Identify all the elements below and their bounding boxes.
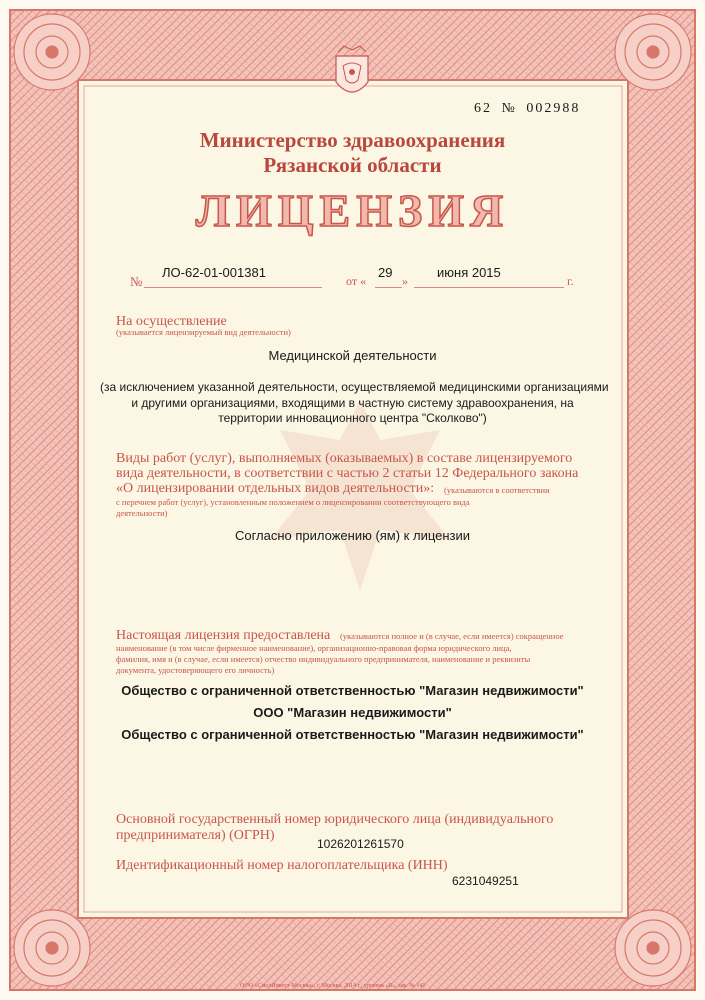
printer-imprint: ООО «СмолИнвест-Москва», г. Москва, 2014 г., уровень «Б», зак. № 141: [240, 983, 426, 989]
activity-hint: (указывается лицензируемый вид деятельности): [116, 327, 291, 337]
licensee-full-name: Общество с ограниченной ответственностью "Магазин недвижимости": [121, 683, 584, 698]
licensee-hint1: (указываются полное и (в случае, если имеется) сокращенное: [340, 631, 564, 641]
serial-number: [474, 101, 580, 117]
works-line1: Виды работ (услуг), выполняемых (оказываемых) в составе лицензируемого: [116, 451, 573, 466]
activity-note-line: (за исключением указанной деятельности, осуществляемой медицинскими организациями: [100, 380, 609, 394]
issuer-line1: Министерство здравоохранения: [199, 128, 506, 152]
works-value: Согласно приложению (ям) к лицензии: [234, 528, 471, 543]
activity-label: На осуществление: [116, 314, 227, 329]
license-month-year: июня 2015: [437, 265, 501, 280]
serial-no-sign: №: [501, 101, 517, 116]
license-day: 29: [378, 265, 393, 280]
licensee-hint3: фамилия, имя и (в случае, если имеется) отчество индивидуального предпринимателя, наименование и реквизиты: [116, 654, 531, 664]
ogrn-label-line2: предпринимателя) (ОГРН): [116, 828, 275, 843]
document-title: ЛИЦЕНЗИЯ: [195, 185, 510, 236]
works-line2: вида деятельности, в соответствии с частью 2 статьи 12 Федерального закона: [116, 466, 579, 481]
ogrn-label-line1: Основной государственный номер юридического лица (индивидуального: [116, 812, 554, 827]
licensee-label: Настоящая лицензия предоставлена: [116, 628, 331, 643]
inn-value: 6231049251: [452, 874, 519, 888]
licensee-short-name: ООО "Магазин недвижимости": [253, 705, 452, 720]
works-hint2: с перечнем работ (услуг), установленным положением о лицензировании соответствующего вида: [116, 497, 470, 507]
license-year-suffix: г.: [567, 274, 574, 288]
licensee-hint4: документа, удостоверяющего его личность): [116, 665, 275, 675]
works-hint3: деятельности): [116, 508, 168, 518]
licensee-brand-name: Общество с ограниченной ответственностью "Магазин недвижимости": [121, 727, 584, 742]
inn-label: Идентификационный номер налогоплательщика (ИНН): [116, 858, 448, 873]
license-no-label: №: [130, 274, 143, 289]
activity-value: Медицинской деятельности: [268, 348, 437, 363]
issuer-line2: Рязанской области: [263, 153, 442, 177]
activity-note-line: и другими организациями, входящими в частную систему здравоохранения, на: [131, 396, 574, 410]
license-number: ЛО-62-01-001381: [162, 265, 266, 280]
serial-value: 002988: [526, 101, 581, 116]
license-from-label: от «: [346, 274, 367, 288]
serial-series: 62: [474, 101, 492, 116]
works-line3: «О лицензировании отдельных видов деятельности»:: [116, 481, 435, 496]
works-hint1: (указываются в соответствии: [444, 485, 550, 495]
activity-note-line: территории инновационного центра "Сколково"): [218, 411, 487, 425]
ogrn-value: 1026201261570: [317, 837, 404, 851]
licensee-hint2: наименование (в том числе фирменное наименование), организационно-правовая форма юридического лица,: [116, 643, 512, 653]
license-quote-close: »: [402, 274, 408, 288]
